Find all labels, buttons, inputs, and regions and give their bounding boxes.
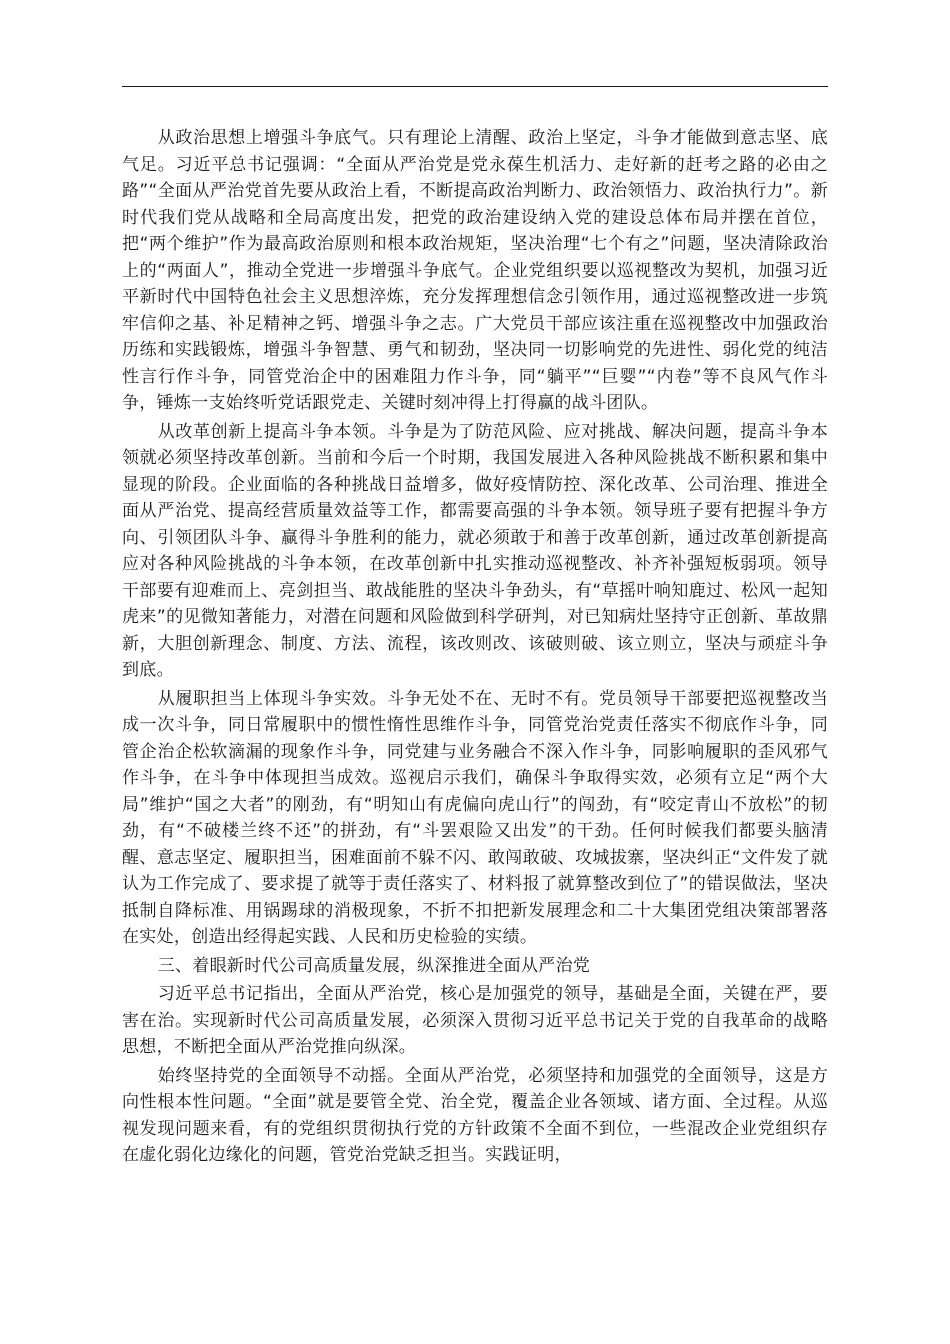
section-heading: 三、着眼新时代公司高质量发展，纵深推进全面从严治党 — [157, 955, 591, 976]
document-body — [122, 125, 828, 1171]
header-rule — [122, 86, 828, 87]
paragraph-xi-instruction: 习近平总书记指出，全面从严治党，核心是加强党的领导，基础是全面，关键在严，要害在治。实现新时代公司高质量发展，必须深入贯彻习近平总书记关于党的自我革命的战略思想，不断把全面从严治党推向纵深。 — [122, 984, 828, 1057]
paragraph-duty-performance: 从履职担当上体现斗争实效。斗争无处不在、无时不有。党员领导干部要把巡视整改当成一次斗争，同日常履职中的惯性惰性思维作斗争，同管党治党责任落实不彻底作斗争，同管企治企松软滴漏的现象作斗争，同党建与业务融合不深入作斗争，同影响履职的歪风邪气作斗争，在斗争中体现担当成效。巡视启示我们，确保斗争取得实效，必须有立足“两个大局”维护“国之大者”的刚劲，有“明知山有虎偏向虎山行”的闯劲，有“咬定青山不放松”的韧劲，有“不破楼兰终不还”的拼劲，有“斗罢艰险又出发”的干劲。任何时候我们都要头脑清醒、意志坚定、履职担当，困难面前不躲不闪、敢闯敢破、攻城拔寨，坚决纠正“文件发了就认为工作完成了、要求提了就等于责任落实了、材料报了就算整改到位了”的错误做法，坚决抵制自降标准、用锅踢球的消极现象，不折不扣把新发展理念和二十大集团党组决策部署落在实处，创造出经得起实践、人民和历史检验的实绩。 — [122, 688, 828, 947]
paragraph-party-leadership: 始终坚持党的全面领导不动摇。全面从严治党，必须坚持和加强党的全面领导，这是方向性根本性问题。“全面”就是要管全党、治全党，覆盖企业各领域、诸方面、全过程。从巡视发现问题来看，有的党组织贯彻执行党的方针政策不全面不到位，一些混改企业党组织存在虚化弱化边缘化的问题，管党治党缺乏担当。实践证明， — [122, 1065, 828, 1165]
paragraph-reform-innovation: 从改革创新上提高斗争本领。斗争是为了防范风险、应对挑战、解决问题，提高斗争本领就必须坚持改革创新。当前和今后一个时期，我国发展进入各种风险挑战不断积累和集中显现的阶段。企业面临的各种挑战日益增多，做好疫情防控、深化改革、公司治理、推进全面从严治党、提高经营质量效益等工作，都需要高强的斗争本领。领导班子要有把握斗争方向、引领团队斗争、赢得斗争胜利的能力，就必须敢于和善于改革创新，通过改革创新提高应对各种风险挑战的斗争本领，在改革创新中扎实推动巡视整改、补齐补强短板弱项。领导干部要有迎难而上、亮剑担当、敢战能胜的坚决斗争劲头，有“草摇叶响知鹿过、松风一起知虎来”的见微知著能力，对潜在问题和风险做到科学研判，对已知病灶坚持守正创新、革故鼎新，大胆创新理念、制度、方法、流程，该改则改、该破则破、该立则立，坚决与顽症斗争到底。 — [122, 421, 828, 680]
paragraph-political-thought: 从政治思想上增强斗争底气。只有理论上清醒、政治上坚定，斗争才能做到意志坚、底气足。习近平总书记强调：“全面从严治党是党永葆生机活力、走好新的赶考之路的必由之路”“全面从严治党首先要从政治上看，不断提高政治判断力、政治领悟力、政治执行力”。新时代我们党从战略和全局高度出发，把党的政治建设纳入党的建设总体布局并摆在首位，把“两个维护”作为最高政治原则和根本政治规矩，坚决治理“七个有之”问题，坚决清除政治上的“两面人”，推动全党进一步增强斗争底气。企业党组织要以巡视整改为契机，加强习近平新时代中国特色社会主义思想淬炼，充分发挥理想信念引领作用，通过巡视整改进一步筑牢信仰之基、补足精神之钙、增强斗争之志。广大党员干部应该注重在巡视整改中加强政治历练和实践锻炼，增强斗争智慧、勇气和韧劲，坚决同一切影响党的先进性、弱化党的纯洁性言行作斗争，同管党治企中的困难阻力作斗争，同“躺平”“巨婴”“内卷”等不良风气作斗争，锤炼一支始终听党话跟党走、关键时刻冲得上打得赢的战斗团队。 — [122, 128, 828, 413]
